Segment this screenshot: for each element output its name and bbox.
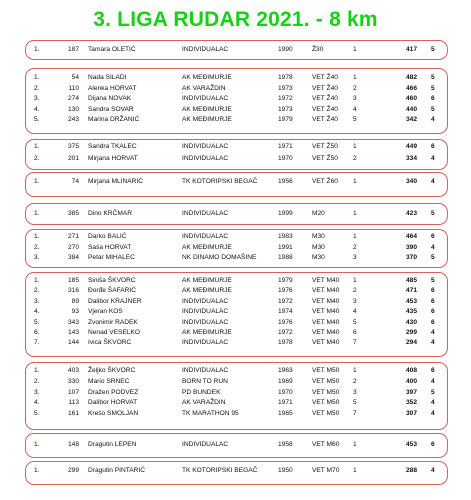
- table-row: [26, 209, 447, 219]
- athlete-name: Siniša ŠKVORC: [88, 277, 136, 284]
- points: 466: [405, 84, 417, 92]
- club-name: TK MARATHON 95: [182, 410, 239, 418]
- race-count: 5: [431, 277, 435, 284]
- club-name: INDIVIDUALAC: [182, 210, 229, 217]
- rank: 5.: [34, 318, 40, 326]
- category-group: [25, 139, 448, 170]
- race-place: 6: [353, 329, 357, 336]
- table-row: [26, 466, 447, 476]
- table-row: [26, 338, 447, 348]
- race-place: 2: [353, 243, 357, 251]
- athlete-name: Dragutin PINTARIĆ: [88, 467, 146, 474]
- athlete-name: Mirjana HORVAT: [88, 154, 138, 162]
- category-group: [25, 272, 448, 357]
- category: VET M50: [312, 367, 340, 374]
- bib-number: 113: [68, 399, 79, 407]
- birth-year: 1976: [278, 287, 293, 295]
- category: VET Ž40: [312, 116, 338, 124]
- rank: 3.: [34, 254, 40, 261]
- category: M30: [312, 233, 325, 240]
- category: VET Ž40: [312, 84, 338, 92]
- race-place: 4: [353, 308, 357, 316]
- athlete-name: Nenad VESELKO: [88, 329, 141, 336]
- club-name: INDIVIDUALAC: [182, 233, 229, 240]
- race-place: 1: [353, 367, 357, 374]
- athlete-name: Petar MIHALEC: [88, 254, 135, 261]
- club-name: INDIVIDUALAC: [182, 441, 229, 448]
- rank: 4.: [34, 308, 40, 316]
- birth-year: 1978: [278, 339, 293, 347]
- birth-year: 1963: [278, 367, 293, 374]
- race-count: 6: [431, 95, 435, 103]
- birth-year: 1972: [278, 329, 293, 336]
- race-place: 3: [353, 297, 357, 305]
- race-count: 6: [431, 287, 435, 295]
- bib-number: 201: [67, 154, 79, 162]
- race-count: 6: [431, 367, 435, 374]
- athlete-name: Ivica ŠKVORC: [88, 339, 132, 347]
- race-place: 2: [353, 377, 357, 385]
- race-place: 1: [353, 143, 357, 150]
- category: VET Ž40: [312, 105, 338, 113]
- race-count: 4: [431, 178, 435, 185]
- rank: 1.: [34, 277, 40, 284]
- rank: 5.: [34, 410, 40, 418]
- rank: 3.: [34, 95, 40, 103]
- bib-number: 375: [67, 143, 79, 150]
- club-name: AK MEĐIMURJE: [182, 277, 232, 284]
- rank: 4.: [34, 399, 40, 407]
- race-count: 4: [431, 399, 435, 407]
- points: 390: [405, 243, 417, 251]
- category-group: [25, 172, 448, 197]
- category: VET M40: [312, 297, 340, 305]
- category: VET M50: [312, 410, 340, 418]
- bib-number: 185: [67, 277, 79, 284]
- table-row: [26, 440, 447, 450]
- club-name: BORN TO RUN: [182, 377, 228, 385]
- race-place: 1: [353, 467, 357, 474]
- race-place: 4: [353, 105, 357, 113]
- points: 397: [405, 388, 417, 396]
- category: M30: [312, 254, 325, 261]
- category: VET M40: [312, 277, 340, 284]
- table-row: [26, 286, 447, 296]
- race-count: 4: [431, 339, 435, 347]
- rank: 1.: [34, 143, 40, 150]
- table-row: [26, 84, 447, 94]
- athlete-name: Nada SILADI: [88, 74, 127, 81]
- race-place: 5: [353, 399, 357, 407]
- rank: 1.: [34, 367, 40, 374]
- category: VET M70: [312, 467, 340, 474]
- bib-number: 403: [67, 367, 79, 374]
- birth-year: 1974: [278, 308, 293, 316]
- category: VET M40: [312, 308, 340, 316]
- rank: 2.: [34, 243, 40, 251]
- rank: 4.: [34, 105, 40, 113]
- points: 440: [405, 105, 417, 113]
- points: 294: [405, 339, 417, 347]
- race-count: 5: [431, 74, 435, 81]
- category: VET M60: [312, 441, 340, 448]
- bib-number: 93: [71, 308, 79, 316]
- bib-number: 143: [67, 329, 79, 336]
- table-row: [26, 297, 447, 307]
- birth-year: 1971: [278, 143, 293, 150]
- points: 464: [405, 233, 417, 240]
- table-row: [26, 398, 447, 408]
- club-name: AK MEĐIMURJE: [182, 116, 232, 124]
- race-count: 4: [431, 377, 435, 385]
- race-count: 4: [431, 154, 435, 162]
- rank: 2.: [34, 84, 40, 92]
- athlete-name: Dalibor KRAJNER: [88, 297, 142, 305]
- category: VET M50: [312, 399, 340, 407]
- race-place: 1: [353, 74, 357, 81]
- bib-number: 74: [71, 178, 79, 185]
- club-name: TK KOTORIPSKI BEGAČ: [182, 178, 258, 185]
- race-count: 4: [431, 329, 435, 336]
- bib-number: 270: [67, 243, 79, 251]
- race-place: 1: [353, 210, 357, 217]
- club-name: INDIVIDUALAC: [182, 339, 229, 347]
- race-place: 2: [353, 84, 357, 92]
- table-row: [26, 73, 447, 83]
- birth-year: 1972: [278, 297, 293, 305]
- birth-year: 1973: [278, 105, 293, 113]
- bib-number: 110: [68, 84, 79, 92]
- bib-number: 316: [67, 287, 79, 295]
- points: 430: [405, 318, 417, 326]
- race-place: 5: [353, 318, 357, 326]
- category: VET M40: [312, 318, 340, 326]
- athlete-name: Zvonimir RADEK: [88, 318, 138, 326]
- category-group: [25, 68, 448, 134]
- bib-number: 274: [67, 95, 79, 103]
- rank: 1.: [34, 233, 40, 240]
- points: 334: [405, 154, 417, 162]
- category: VET M50: [312, 377, 340, 385]
- birth-year: 1969: [278, 377, 293, 385]
- birth-year: 1970: [278, 154, 293, 162]
- page-title: 3. LIGA RUDAR 2021. - 8 km: [93, 8, 378, 31]
- race-place: 3: [353, 95, 357, 103]
- category: VET M50: [312, 388, 340, 396]
- category: VET Ž40: [312, 74, 338, 81]
- race-place: 2: [353, 154, 357, 162]
- category: VET Ž50: [312, 143, 338, 150]
- club-name: PD BUNDEK: [182, 388, 221, 396]
- birth-year: 1988: [278, 254, 293, 261]
- bib-number: 107: [67, 388, 79, 396]
- rank: 5.: [34, 116, 40, 124]
- table-row: [26, 276, 447, 286]
- category: VET M40: [312, 339, 340, 347]
- athlete-name: Marina DRŽANIĆ: [88, 116, 140, 124]
- rank: 2.: [34, 154, 40, 162]
- athlete-name: Dražen PODVEZ: [88, 388, 139, 396]
- rank: 6.: [34, 329, 40, 336]
- athlete-name: Đorđe ŠAFARIĆ: [88, 287, 137, 295]
- race-count: 5: [431, 388, 435, 396]
- bib-number: 148: [67, 441, 79, 448]
- bib-number: 271: [67, 233, 79, 240]
- race-count: 5: [431, 254, 435, 261]
- points: 460: [405, 95, 417, 103]
- club-name: AK MEĐIMURJE: [182, 287, 232, 295]
- category: VET Ž50: [312, 154, 338, 162]
- table-row: [26, 307, 447, 317]
- category: VET Ž40: [312, 95, 338, 103]
- category: M30: [312, 243, 325, 251]
- bib-number: 384: [67, 254, 79, 261]
- club-name: INDIVIDUALAC: [182, 367, 229, 374]
- table-row: [26, 318, 447, 328]
- bib-number: 343: [67, 318, 79, 326]
- race-count: 6: [431, 441, 435, 448]
- points: 307: [405, 410, 417, 418]
- bib-number: 130: [67, 105, 79, 113]
- points: 400: [405, 377, 417, 385]
- table-row: [26, 409, 447, 419]
- race-place: 1: [353, 46, 357, 53]
- race-place: 3: [353, 254, 357, 261]
- table-row: [26, 142, 447, 152]
- athlete-name: Mirjana MLINARIĆ: [88, 178, 143, 185]
- rank: 1.: [34, 178, 40, 185]
- race-count: 6: [431, 233, 435, 240]
- race-place: 2: [353, 287, 357, 295]
- athlete-name: Sandra SOVAR: [88, 105, 134, 113]
- race-place: 1: [353, 233, 357, 240]
- birth-year: 1971: [278, 399, 293, 407]
- club-name: AK VARAŽDIN: [182, 399, 226, 407]
- race-count: 5: [431, 84, 435, 92]
- category-group: [25, 433, 448, 458]
- club-name: AK MEĐIMURJE: [182, 329, 232, 336]
- table-row: [26, 154, 447, 164]
- birth-year: 1950: [278, 467, 293, 474]
- bib-number: 385: [67, 210, 79, 217]
- race-place: 7: [353, 410, 357, 418]
- rank: 1.: [34, 46, 40, 53]
- bib-number: 299: [67, 467, 79, 474]
- table-row: [26, 388, 447, 398]
- category-group: [25, 229, 448, 268]
- bib-number: 243: [67, 116, 79, 124]
- table-row: [26, 377, 447, 387]
- rank: 3.: [34, 297, 40, 305]
- club-name: AK MEĐIMURJE: [182, 243, 232, 251]
- club-name: AK MEĐIMURJE: [182, 74, 232, 81]
- club-name: NK DINAMO DOMAŠINE: [182, 254, 257, 261]
- category: Ž30: [312, 46, 324, 53]
- race-count: 4: [431, 467, 435, 474]
- table-row: [26, 94, 447, 104]
- points: 299: [405, 329, 417, 336]
- athlete-name: Željko ŠKVORC: [88, 367, 136, 374]
- rank: 1.: [34, 467, 40, 474]
- race-count: 6: [431, 308, 435, 316]
- table-row: [26, 105, 447, 115]
- club-name: INDIVIDUALAC: [182, 46, 229, 53]
- rank: 1.: [34, 74, 40, 81]
- bib-number: 187: [67, 46, 79, 53]
- race-place: 1: [353, 178, 357, 185]
- table-row: [26, 366, 447, 376]
- points: 352: [405, 399, 417, 407]
- category-group: [25, 461, 448, 485]
- club-name: INDIVIDUALAC: [182, 308, 229, 316]
- points: 423: [405, 210, 417, 217]
- category: M20: [312, 210, 325, 217]
- athlete-name: Dragutin LEPEN: [88, 441, 137, 448]
- club-name: INDIVIDUALAC: [182, 95, 229, 103]
- athlete-name: Vjeran KOS: [88, 308, 123, 316]
- points: 417: [405, 46, 417, 53]
- category: VET M40: [312, 329, 340, 336]
- birth-year: 1970: [278, 388, 293, 396]
- club-name: INDIVIDUALAC: [182, 154, 229, 162]
- rank: 7.: [34, 339, 40, 347]
- birth-year: 1973: [278, 84, 293, 92]
- race-count: 4: [431, 410, 435, 418]
- table-row: [26, 328, 447, 338]
- table-row: [26, 253, 447, 263]
- table-row: [26, 177, 447, 187]
- birth-year: 1979: [278, 277, 293, 284]
- rank: 3.: [34, 388, 40, 396]
- birth-year: 1999: [278, 210, 293, 217]
- race-count: 5: [431, 105, 435, 113]
- race-count: 4: [431, 116, 435, 124]
- club-name: INDIVIDUALAC: [182, 297, 229, 305]
- athlete-name: Alenka HORVAT: [88, 84, 137, 92]
- category-group: [25, 362, 448, 430]
- points: 370: [405, 254, 417, 261]
- birth-year: 1972: [278, 95, 293, 103]
- race-count: 5: [431, 210, 435, 217]
- bib-number: 330: [67, 377, 79, 385]
- points: 408: [405, 367, 417, 374]
- table-row: [26, 232, 447, 242]
- points: 449: [405, 143, 417, 150]
- race-count: 5: [431, 46, 435, 53]
- race-place: 1: [353, 277, 357, 284]
- table-row: [26, 243, 447, 253]
- birth-year: 1979: [278, 116, 293, 124]
- points: 471: [405, 287, 417, 295]
- athlete-name: Mario SRNEC: [88, 377, 130, 385]
- table-row: [26, 115, 447, 125]
- birth-year: 1965: [278, 410, 293, 418]
- points: 482: [405, 74, 417, 81]
- rank: 2.: [34, 287, 40, 295]
- club-name: INDIVIDUALAC: [182, 143, 229, 150]
- athlete-name: Darko BALIĆ: [88, 233, 127, 240]
- category: VET M40: [312, 287, 340, 295]
- athlete-name: Dalibor HORVAT: [88, 399, 138, 407]
- birth-year: 1978: [278, 74, 293, 81]
- points: 288: [405, 467, 417, 474]
- race-count: 6: [431, 318, 435, 326]
- race-place: 3: [353, 388, 357, 396]
- points: 453: [405, 297, 417, 305]
- category: VET Ž60: [312, 178, 338, 185]
- birth-year: 1958: [278, 441, 293, 448]
- bib-number: 144: [67, 339, 79, 347]
- birth-year: 1976: [278, 318, 293, 326]
- athlete-name: Krešo SMOLJAN: [88, 410, 139, 418]
- race-count: 6: [431, 297, 435, 305]
- points: 342: [405, 116, 417, 124]
- category-group: [25, 203, 448, 225]
- athlete-name: Sandra TKALEC: [88, 143, 137, 150]
- bib-number: 161: [67, 410, 79, 418]
- club-name: INDIVIDUALAC: [182, 318, 229, 326]
- rank: 1.: [34, 210, 40, 217]
- athlete-name: Dijana NOVAK: [88, 95, 132, 103]
- race-count: 6: [431, 143, 435, 150]
- table-row: [26, 45, 447, 55]
- athlete-name: Tamara OLETIĆ: [88, 46, 136, 53]
- race-place: 1: [353, 441, 357, 448]
- points: 453: [405, 441, 417, 448]
- birth-year: 1983: [278, 233, 293, 240]
- club-name: AK MEĐIMURJE: [182, 105, 232, 113]
- category-group: [25, 40, 448, 60]
- race-place: 7: [353, 339, 357, 347]
- birth-year: 1956: [278, 178, 293, 185]
- athlete-name: Dino KRČMAR: [88, 210, 132, 217]
- points: 485: [405, 277, 417, 284]
- bib-number: 54: [71, 74, 79, 81]
- club-name: TK KOTORIPSKI BEGAČ: [182, 467, 258, 474]
- points: 435: [405, 308, 417, 316]
- club-name: AK VARAŽDIN: [182, 84, 226, 92]
- birth-year: 1990: [278, 46, 293, 53]
- athlete-name: Saša HORVAT: [88, 243, 132, 251]
- birth-year: 1991: [278, 243, 293, 251]
- rank: 1.: [34, 441, 40, 448]
- race-count: 4: [431, 243, 435, 251]
- bib-number: 89: [71, 297, 79, 305]
- points: 340: [405, 178, 417, 185]
- race-place: 5: [353, 116, 357, 124]
- rank: 2.: [34, 377, 40, 385]
